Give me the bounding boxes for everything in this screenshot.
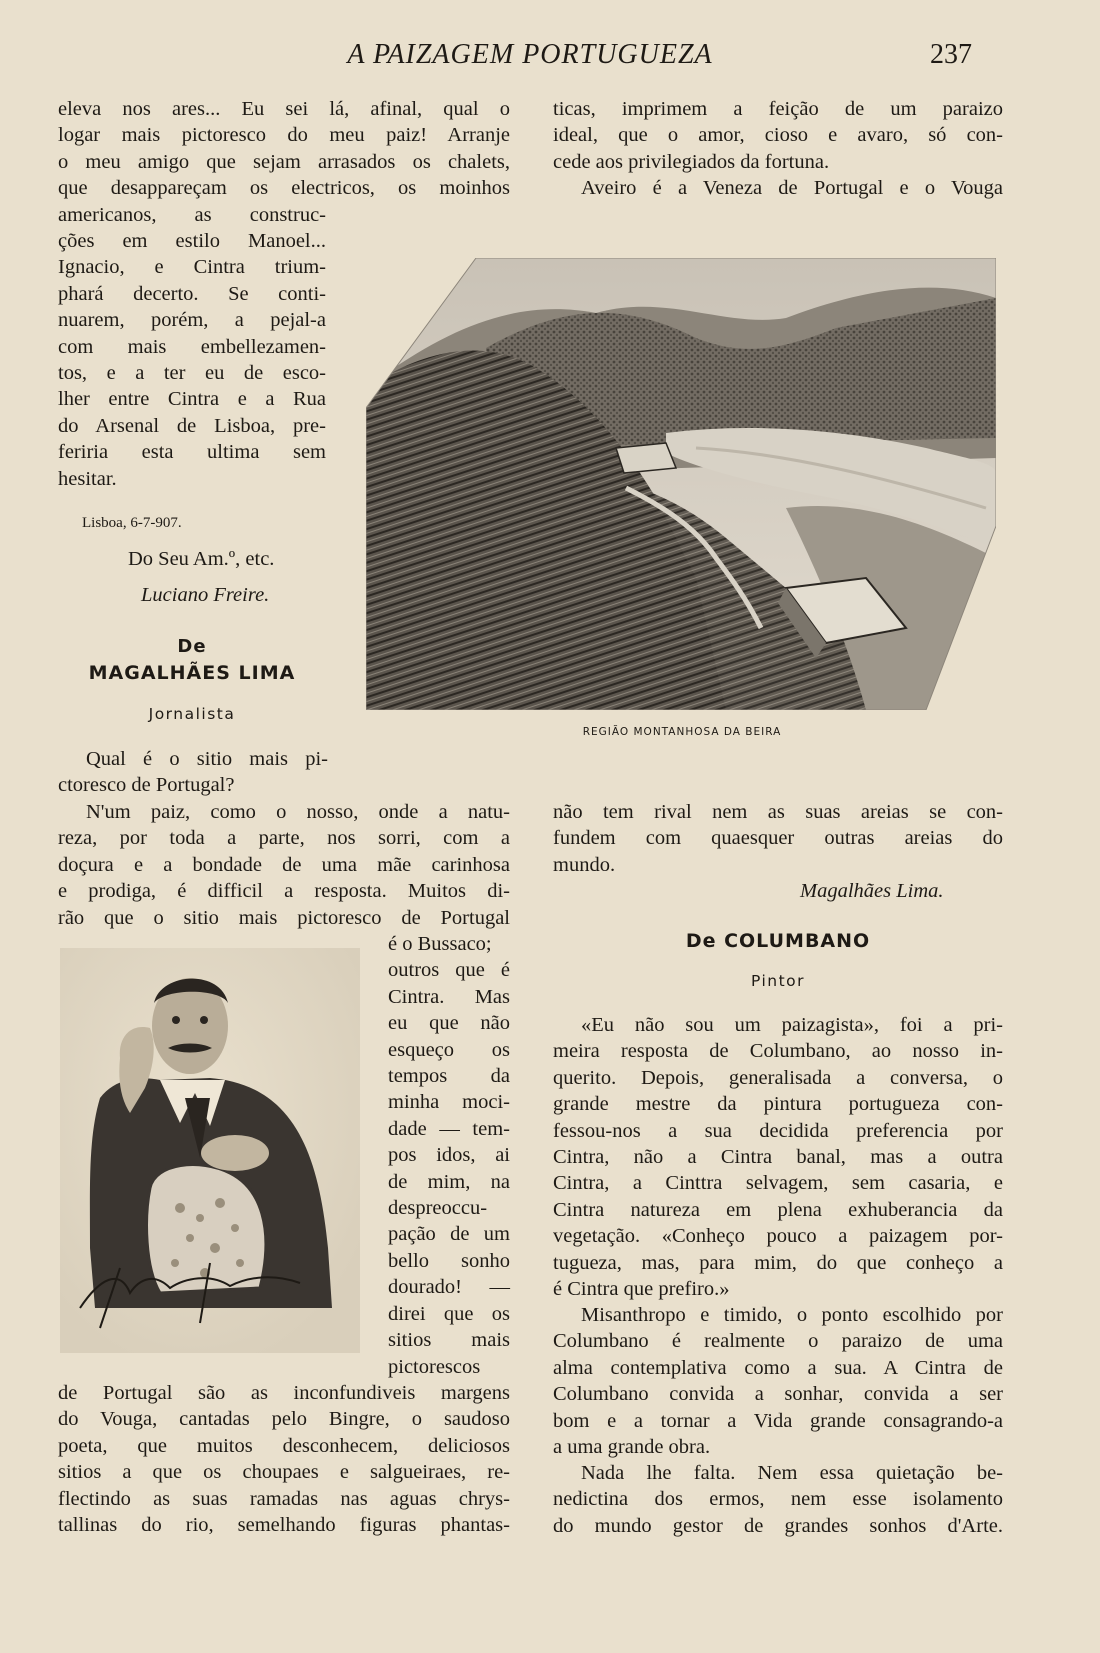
- text-line: de mim, na: [388, 1170, 510, 1193]
- text-line: Cintra, a Cinttra selvagem, sem casaria, e: [553, 1172, 1003, 1195]
- columbano-paragraph-1: [553, 1012, 1003, 1302]
- freire-letter-full-lines: [58, 96, 510, 202]
- text-line: dourado! —: [388, 1276, 510, 1299]
- landscape-caption: REGIÃO MONTANHOSA DA BEIRA: [582, 726, 782, 738]
- text-line: bello sonho: [388, 1249, 510, 1272]
- text-line: tallinas do rio, semelhando figuras phantas-: [58, 1514, 510, 1537]
- text-line: a uma grande obra.: [553, 1436, 711, 1459]
- text-line: fundem com quaesquer outras areias do: [553, 827, 1003, 850]
- text-line: feriria esta ultima sem: [58, 441, 326, 464]
- magalhaes-final-lines: [58, 1380, 510, 1538]
- text-line: ctoresco de Portugal?: [58, 774, 235, 797]
- text-line: cede aos privilegiados da fortuna.: [553, 150, 830, 173]
- text-line: Aveiro é a Veneza de Portugal e o Vouga: [581, 177, 1003, 200]
- magalhaes-continuation: [553, 799, 1003, 878]
- text-line: dade — tem-: [388, 1117, 510, 1140]
- letter-signature: Luciano Freire.: [141, 584, 270, 606]
- landscape-photo: [366, 258, 996, 710]
- columbano-paragraph-2: [553, 1302, 1003, 1460]
- text-line: ticas, imprimem a feição de um paraizo: [553, 98, 1003, 120]
- text-line: de Portugal são as inconfundiveis margens: [58, 1382, 510, 1404]
- letter-closing: Do Seu Am.º, etc.: [128, 548, 275, 570]
- text-line: Columbano convida a sonhar, convida a ser: [553, 1383, 1003, 1406]
- text-line: Columbano é realmente o paraizo de uma: [553, 1330, 1003, 1353]
- text-line: é o Bussaco;: [388, 933, 492, 955]
- text-line: sitios a que os choupaes e salgueiraes, re-: [58, 1461, 510, 1484]
- text-line: pação de um: [388, 1223, 510, 1246]
- text-line: outros que é: [388, 959, 510, 982]
- section-heading-magalhaes: MAGALHÃES LIMA: [88, 662, 296, 684]
- section-heading-columbano: De COLUMBANO: [685, 930, 871, 952]
- text-line: direi que os: [388, 1302, 510, 1325]
- text-line: o meu amigo que sejam arrasados os chalets,: [58, 150, 510, 173]
- text-line: hesitar.: [58, 467, 117, 490]
- text-line: «Eu não sou um paizagista», foi a pri-: [581, 1014, 1003, 1036]
- text-line: bom e a tornar a Vida grande consagrando-a: [553, 1409, 1003, 1432]
- page-number: 237: [930, 39, 972, 70]
- text-line: e prodiga, é difficil a resposta. Muitos di-: [58, 880, 510, 903]
- freire-letter-narrow-lines: [58, 202, 326, 492]
- text-line: grande mestre da pintura portugueza con-: [553, 1093, 1003, 1116]
- text-line: tos, e a ter eu de esco-: [58, 362, 326, 385]
- text-line: é Cintra que prefiro.»: [553, 1278, 730, 1301]
- text-line: sitios mais: [388, 1329, 510, 1352]
- text-line: tugueza, mas, para mim, do que conheço a: [553, 1251, 1003, 1274]
- text-line: poeta, que muitos desconhecem, deliciosos: [58, 1434, 510, 1457]
- text-line: do mundo gestor de grandes sonhos d'Arte.: [553, 1514, 1003, 1537]
- text-line: despreoccu-: [388, 1197, 488, 1220]
- text-line: mundo.: [553, 853, 616, 876]
- magalhaes-question: [58, 746, 328, 799]
- section-profession-jornalista: Jornalista: [148, 705, 236, 723]
- text-line: N'um paiz, como o nosso, onde a natu-: [86, 801, 510, 823]
- text-line: americanos, as construc-: [58, 203, 326, 226]
- text-line: Misanthropo e timido, o ponto escolhido por: [581, 1304, 1003, 1326]
- letter-place-date: Lisboa, 6-7-907.: [82, 515, 182, 531]
- text-line: vegetação. «Conheço pouco a paizagem por-: [553, 1225, 1003, 1248]
- text-line: logar mais pictoresco do meu paiz! Arranje: [58, 124, 510, 147]
- magalhaes-wrap-text: [388, 931, 510, 1380]
- text-line: phará decerto. Se conti-: [58, 282, 326, 305]
- text-line: rão que o sitio mais pictoresco de Portugal: [58, 906, 510, 929]
- text-line: meira resposta de Columbano, ao nosso in-: [553, 1040, 1003, 1063]
- text-line: doçura e a bondade de uma mãe carinhosa: [58, 853, 510, 876]
- text-line: fessou-nos a sua decidida preferencia por: [553, 1119, 1003, 1142]
- text-line: alma contemplativa como a sua. A Cintra de: [553, 1356, 1003, 1379]
- text-line: querito. Depois, generalisada a conversa, o: [553, 1066, 1003, 1089]
- text-line: ções em estilo Manoel...: [58, 230, 326, 252]
- text-line: minha moci-: [388, 1091, 510, 1114]
- magalhaes-paragraph: [58, 799, 510, 931]
- text-line: flectindo as suas ramadas nas aguas chrys-: [58, 1487, 510, 1510]
- columbano-paragraph-3: [553, 1460, 1003, 1539]
- text-line: pos idos, ai: [388, 1144, 510, 1167]
- running-title: A PAIZAGEM PORTUGUEZA: [347, 39, 713, 70]
- text-line: ideal, que o amor, cioso e avaro, só con-: [553, 124, 1003, 147]
- text-line: Nada lhe falta. Nem essa quietação be-: [581, 1462, 1003, 1484]
- text-line: Cintra natureza em plena exhuberancia da: [553, 1198, 1003, 1221]
- section-heading-de: De: [177, 636, 207, 657]
- text-line: não tem rival nem as suas areias se con-: [553, 801, 1003, 823]
- text-line: nedictina dos ermos, nem esse isolamento: [553, 1488, 1003, 1511]
- text-line: do Arsenal de Lisboa, pre-: [58, 414, 326, 437]
- text-line: eleva nos ares... Eu sei lá, afinal, qual o: [58, 98, 510, 120]
- text-line: Cintra, não a Cintra banal, mas a outra: [553, 1146, 1003, 1169]
- portrait-photo: [60, 948, 360, 1353]
- text-line: do Vouga, cantadas pelo Bingre, o saudoso: [58, 1408, 510, 1431]
- text-line: esqueço os: [388, 1038, 510, 1061]
- text-line: pictorescos: [388, 1355, 481, 1378]
- text-line: com mais embellezamen-: [58, 335, 326, 358]
- text-line: Cintra. Mas: [388, 985, 510, 1008]
- text-line: lher entre Cintra e a Rua: [58, 388, 326, 411]
- magalhaes-signature: Magalhães Lima.: [800, 880, 944, 902]
- text-line: reza, por toda a parte, nos sorri, com a: [58, 827, 510, 850]
- text-line: tempos da: [388, 1065, 510, 1088]
- section-profession-pintor: Pintor: [750, 972, 806, 990]
- magalhaes-right-top: [553, 96, 1003, 202]
- text-line: Ignacio, e Cintra trium-: [58, 256, 326, 279]
- text-line: eu que não: [388, 1012, 510, 1035]
- text-line: Qual é o sitio mais pi-: [86, 748, 328, 770]
- text-line: nuarem, porém, a pejal-a: [58, 309, 326, 332]
- text-line: que desappareçam os electricos, os moinhos: [58, 177, 510, 200]
